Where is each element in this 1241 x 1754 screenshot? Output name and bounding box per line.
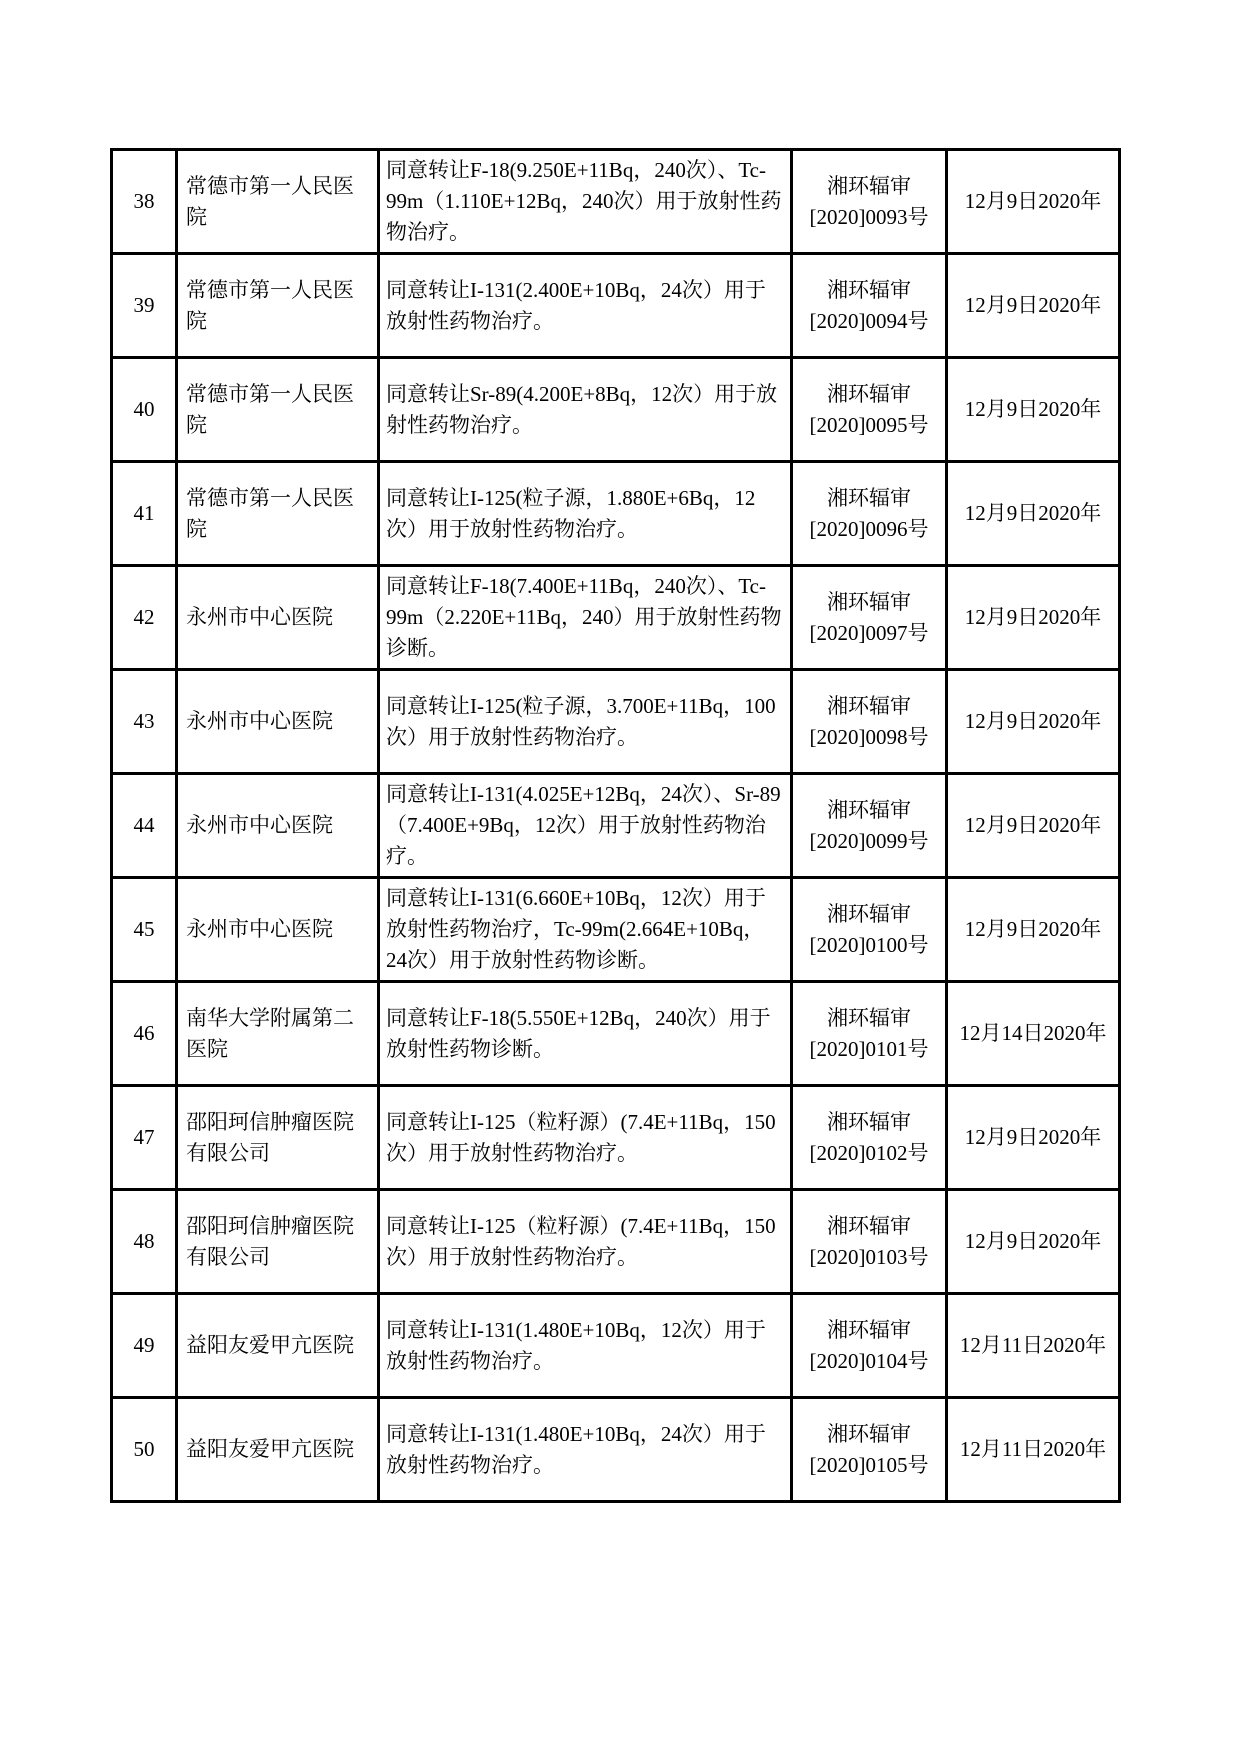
date-cell: 12月9日2020年	[947, 462, 1120, 566]
date-cell: 12月9日2020年	[947, 566, 1120, 670]
table-row	[112, 1086, 1120, 1190]
approval-number: [2020]0097号	[809, 620, 929, 645]
approval-cell	[792, 1294, 947, 1398]
table-row	[112, 254, 1120, 358]
seq-cell: 43	[112, 670, 177, 774]
approval-table-body	[112, 150, 1120, 1502]
unit-cell: 益阳友爱甲亢医院	[177, 1398, 379, 1502]
seq-cell: 40	[112, 358, 177, 462]
seq-cell: 44	[112, 774, 177, 878]
approval-org: 湘环辐审	[827, 901, 911, 926]
date-cell: 12月9日2020年	[947, 150, 1120, 254]
approval-number: [2020]0098号	[809, 724, 929, 749]
approval-org: 湘环辐审	[827, 485, 911, 510]
unit-cell: 常德市第一人民医院	[177, 462, 379, 566]
table-row	[112, 566, 1120, 670]
approval-cell	[792, 150, 947, 254]
unit-cell: 邵阳珂信肿瘤医院有限公司	[177, 1190, 379, 1294]
approval-org: 湘环辐审	[827, 693, 911, 718]
approval-org: 湘环辐审	[827, 1421, 911, 1446]
approval-cell	[792, 254, 947, 358]
seq-cell: 47	[112, 1086, 177, 1190]
approval-number: [2020]0095号	[809, 412, 929, 437]
approval-number: [2020]0101号	[809, 1036, 929, 1061]
approval-cell	[792, 774, 947, 878]
content-cell: 同意转让I-131(4.025E+12Bq，24次）、Sr-89（7.400E+9Bq，12次）用于放射性药物治疗。	[379, 774, 792, 878]
date-cell: 12月11日2020年	[947, 1398, 1120, 1502]
content-cell: 同意转让I-125（粒籽源）(7.4E+11Bq，150次）用于放射性药物治疗。	[379, 1190, 792, 1294]
table-row	[112, 1398, 1120, 1502]
seq-cell: 42	[112, 566, 177, 670]
approval-cell	[792, 358, 947, 462]
date-cell: 12月9日2020年	[947, 1086, 1120, 1190]
date-cell: 12月9日2020年	[947, 254, 1120, 358]
content-cell: 同意转让F-18(5.550E+12Bq，240次）用于放射性药物诊断。	[379, 982, 792, 1086]
seq-cell: 46	[112, 982, 177, 1086]
document-page	[110, 148, 1121, 1503]
approval-org: 湘环辐审	[827, 589, 911, 614]
approval-org: 湘环辐审	[827, 1109, 911, 1134]
seq-cell: 50	[112, 1398, 177, 1502]
unit-cell: 永州市中心医院	[177, 566, 379, 670]
table-row	[112, 1294, 1120, 1398]
table-row	[112, 1190, 1120, 1294]
approval-number: [2020]0103号	[809, 1244, 929, 1269]
table-row	[112, 150, 1120, 254]
approval-number: [2020]0096号	[809, 516, 929, 541]
approval-org: 湘环辐审	[827, 173, 911, 198]
content-cell: 同意转让I-131(1.480E+10Bq，24次）用于放射性药物治疗。	[379, 1398, 792, 1502]
content-cell: 同意转让I-125（粒籽源）(7.4E+11Bq，150次）用于放射性药物治疗。	[379, 1086, 792, 1190]
content-cell: 同意转让I-131(6.660E+10Bq，12次）用于放射性药物治疗，Tc-99m(2.664E+10Bq，24次）用于放射性药物诊断。	[379, 878, 792, 982]
content-cell: 同意转让I-131(1.480E+10Bq，12次）用于放射性药物治疗。	[379, 1294, 792, 1398]
date-cell: 12月9日2020年	[947, 670, 1120, 774]
unit-cell: 邵阳珂信肿瘤医院有限公司	[177, 1086, 379, 1190]
seq-cell: 38	[112, 150, 177, 254]
approval-number: [2020]0102号	[809, 1140, 929, 1165]
content-cell: 同意转让F-18(7.400E+11Bq，240次）、Tc-99m（2.220E+11Bq，240）用于放射性药物诊断。	[379, 566, 792, 670]
approval-table	[110, 148, 1121, 1503]
approval-cell	[792, 982, 947, 1086]
content-cell: 同意转让I-131(2.400E+10Bq，24次）用于放射性药物治疗。	[379, 254, 792, 358]
content-cell: 同意转让I-125(粒子源，3.700E+11Bq，100次）用于放射性药物治疗。	[379, 670, 792, 774]
unit-cell: 永州市中心医院	[177, 878, 379, 982]
approval-number: [2020]0093号	[809, 204, 929, 229]
approval-number: [2020]0094号	[809, 308, 929, 333]
date-cell: 12月14日2020年	[947, 982, 1120, 1086]
table-row	[112, 878, 1120, 982]
approval-cell	[792, 1086, 947, 1190]
approval-cell	[792, 1398, 947, 1502]
date-cell: 12月9日2020年	[947, 878, 1120, 982]
date-cell: 12月9日2020年	[947, 774, 1120, 878]
table-row	[112, 774, 1120, 878]
table-row	[112, 670, 1120, 774]
approval-number: [2020]0104号	[809, 1348, 929, 1373]
approval-cell	[792, 670, 947, 774]
date-cell: 12月11日2020年	[947, 1294, 1120, 1398]
date-cell: 12月9日2020年	[947, 358, 1120, 462]
approval-org: 湘环辐审	[827, 381, 911, 406]
approval-number: [2020]0100号	[809, 932, 929, 957]
unit-cell: 永州市中心医院	[177, 774, 379, 878]
table-row	[112, 462, 1120, 566]
seq-cell: 39	[112, 254, 177, 358]
approval-number: [2020]0099号	[809, 828, 929, 853]
seq-cell: 41	[112, 462, 177, 566]
approval-org: 湘环辐审	[827, 797, 911, 822]
unit-cell: 益阳友爱甲亢医院	[177, 1294, 379, 1398]
approval-cell	[792, 878, 947, 982]
seq-cell: 49	[112, 1294, 177, 1398]
seq-cell: 45	[112, 878, 177, 982]
unit-cell: 常德市第一人民医院	[177, 358, 379, 462]
approval-org: 湘环辐审	[827, 1005, 911, 1030]
approval-cell	[792, 1190, 947, 1294]
approval-cell	[792, 462, 947, 566]
unit-cell: 永州市中心医院	[177, 670, 379, 774]
approval-cell	[792, 566, 947, 670]
content-cell: 同意转让I-125(粒子源，1.880E+6Bq，12次）用于放射性药物治疗。	[379, 462, 792, 566]
approval-org: 湘环辐审	[827, 277, 911, 302]
seq-cell: 48	[112, 1190, 177, 1294]
unit-cell: 常德市第一人民医院	[177, 150, 379, 254]
table-row	[112, 358, 1120, 462]
unit-cell: 南华大学附属第二医院	[177, 982, 379, 1086]
approval-org: 湘环辐审	[827, 1213, 911, 1238]
unit-cell: 常德市第一人民医院	[177, 254, 379, 358]
content-cell: 同意转让F-18(9.250E+11Bq，240次）、Tc-99m（1.110E+12Bq，240次）用于放射性药物治疗。	[379, 150, 792, 254]
approval-org: 湘环辐审	[827, 1317, 911, 1342]
content-cell: 同意转让Sr-89(4.200E+8Bq，12次）用于放射性药物治疗。	[379, 358, 792, 462]
table-row	[112, 982, 1120, 1086]
approval-number: [2020]0105号	[809, 1452, 929, 1477]
date-cell: 12月9日2020年	[947, 1190, 1120, 1294]
